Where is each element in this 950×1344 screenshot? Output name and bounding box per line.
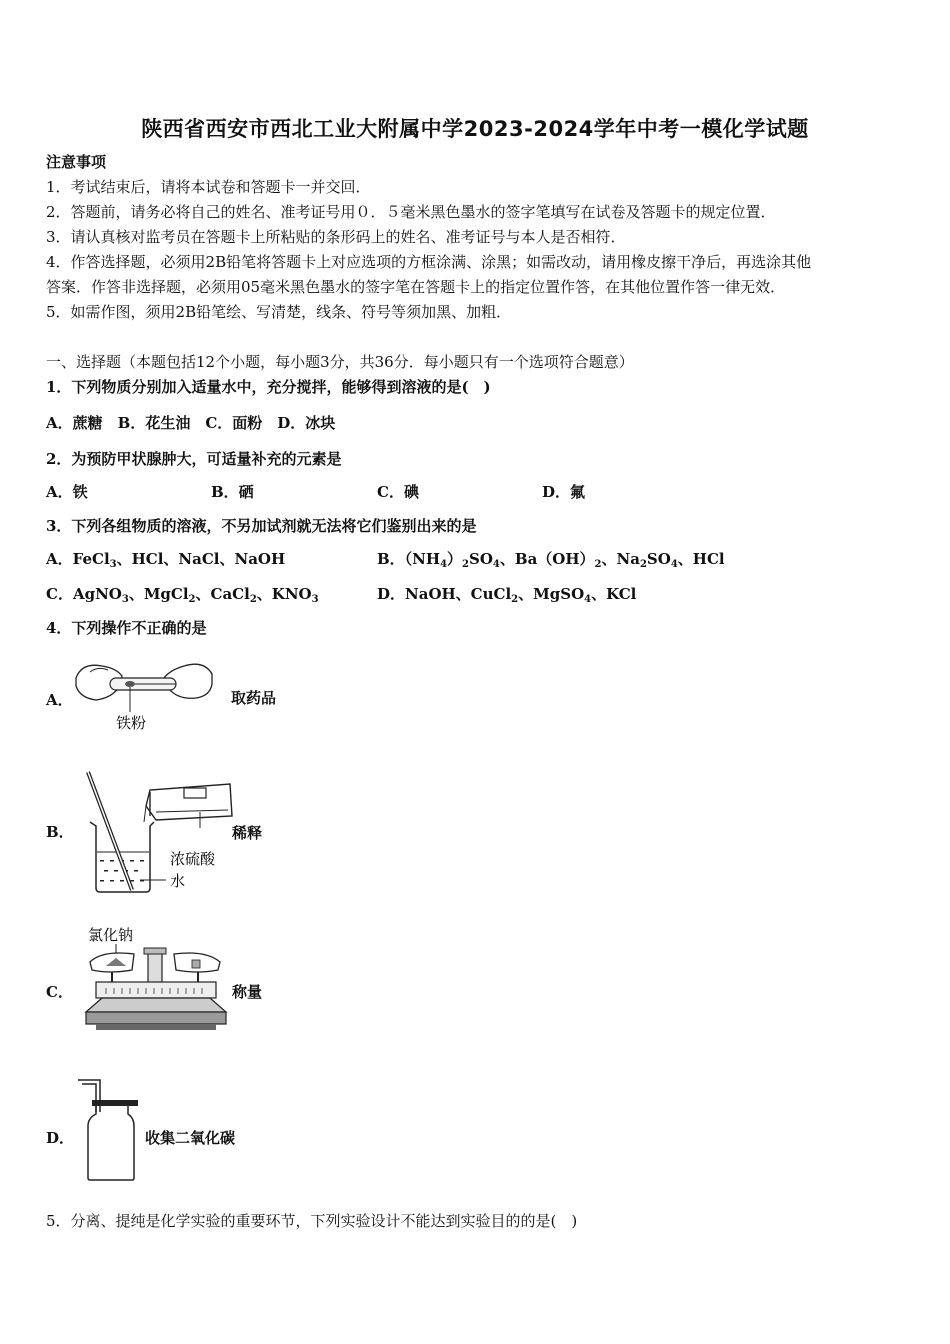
q3-option-d: D．NaOH、CuCl$_2$、MgSO$_4$、KCl xyxy=(377,585,637,605)
q4-c-caption: 称量 xyxy=(232,983,263,1001)
q4-a-caption: 取药品 xyxy=(231,689,277,707)
section-heading: 一、选择题（本题包括12个小题，每小题3分，共36分．每小题只有一个选项符合题意） xyxy=(46,353,634,371)
q1-stem: 1．下列物质分别加入适量水中，充分搅拌，能够得到溶液的是( ) xyxy=(46,378,491,396)
q4-d-letter: D． xyxy=(46,1129,75,1147)
q1-options: A．蔗糖 B．花生油 C．面粉 D．冰块 xyxy=(46,414,336,432)
q2-option-a: A．铁 xyxy=(46,483,88,501)
iron-powder-label: 铁粉 xyxy=(116,714,147,732)
page-title: 陕西省西安市西北工业大附属中学2023-2024学年中考一模化学试题 xyxy=(141,117,809,141)
q5-stem: 5．分离、提纯是化学实验的重要环节，下列实验设计不能达到实验目的的是( ) xyxy=(46,1212,578,1230)
taking-reagent-figure xyxy=(72,656,216,740)
balance-figure xyxy=(82,922,230,1038)
q3-option-a: A．FeCl$_3$、HCl、NaCl、NaOH xyxy=(46,550,286,570)
notice-item: 1．考试结束后，请将本试卷和答题卡一并交回． xyxy=(46,178,371,196)
notice-heading: 注意事项 xyxy=(46,153,107,171)
q4-b-caption: 稀释 xyxy=(232,824,263,842)
q4-b-letter: B． xyxy=(46,823,74,841)
gas-collection-figure xyxy=(72,1076,142,1184)
q2-option-c: C．碘 xyxy=(377,483,419,501)
q4-a-letter: A． xyxy=(46,691,73,709)
notice-item: 答案．作答非选择题，必须用05毫米黑色墨水的签字笔在答题卡上的指定位置作答，在其他位置作答一律无效． xyxy=(46,278,786,296)
water-label: 水 xyxy=(170,872,186,890)
notice-item: 2．答题前，请务必将自己的姓名、准考证号用０．５毫米黑色墨水的签字笔填写在试卷及答题卡的规定位置． xyxy=(46,203,776,221)
notice-item: 4．作答选择题，必须用2B铅笔将答题卡上对应选项的方框涂满、涂黑；如需改动，请用橡皮擦干净后，再选涂其他 xyxy=(46,253,812,271)
q3-stem: 3．下列各组物质的溶液，不另加试剂就无法将它们鉴别出来的是 xyxy=(46,517,477,535)
q2-option-d: D．氟 xyxy=(542,483,586,501)
q2-option-b: B．硒 xyxy=(211,483,254,501)
conc-sulfuric-acid-label: 浓硫酸 xyxy=(170,850,216,868)
q4-d-caption: 收集二氧化碳 xyxy=(145,1129,236,1147)
q4-c-letter: C． xyxy=(46,983,73,1001)
q2-stem: 2．为预防甲状腺肿大，可适量补充的元素是 xyxy=(46,450,342,468)
notice-item: 5．如需作图，须用2B铅笔绘、写清楚，线条、符号等须加黑、加粗． xyxy=(46,303,512,321)
sodium-chloride-label: 氯化钠 xyxy=(88,926,134,944)
notice-item: 3．请认真核对监考员在答题卡上所粘贴的条形码上的姓名、准考证号与本人是否相符． xyxy=(46,228,626,246)
q3-option-b: B．$(NH_4)_2SO_4$、$Ba(OH)_2$、$Na_2SO_4$、HCl xyxy=(377,550,725,570)
q3-option-c: C．AgNO$_3$、MgCl$_2$、CaCl$_2$、$KNO_3$ xyxy=(46,585,319,605)
q4-stem: 4．下列操作不正确的是 xyxy=(46,619,207,637)
